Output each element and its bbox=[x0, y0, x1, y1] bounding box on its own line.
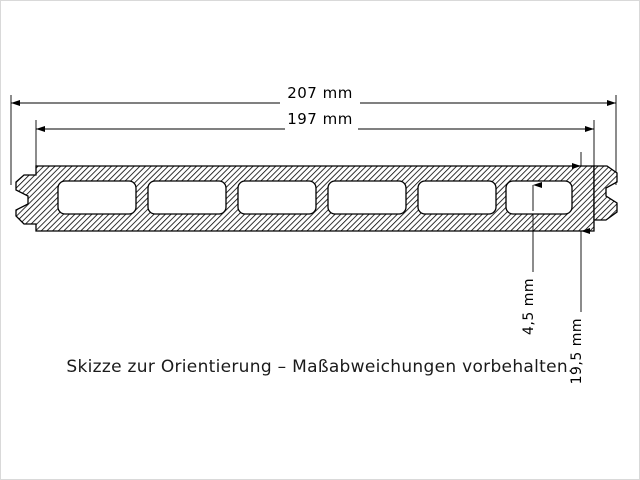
cavity-height-label: 4,5 mm bbox=[521, 278, 537, 335]
dimension-inner-width bbox=[36, 110, 594, 129]
drawing-caption: Skizze zur Orientierung – Maßabweichungen vorbehalten. bbox=[66, 357, 574, 377]
profile-cavities bbox=[58, 181, 572, 214]
overall-width-label: 207 mm bbox=[287, 84, 353, 102]
inner-width-label: 197 mm bbox=[287, 110, 353, 128]
dimension-overall-width bbox=[11, 84, 616, 103]
profile-height-label: 19,5 mm bbox=[569, 318, 585, 385]
